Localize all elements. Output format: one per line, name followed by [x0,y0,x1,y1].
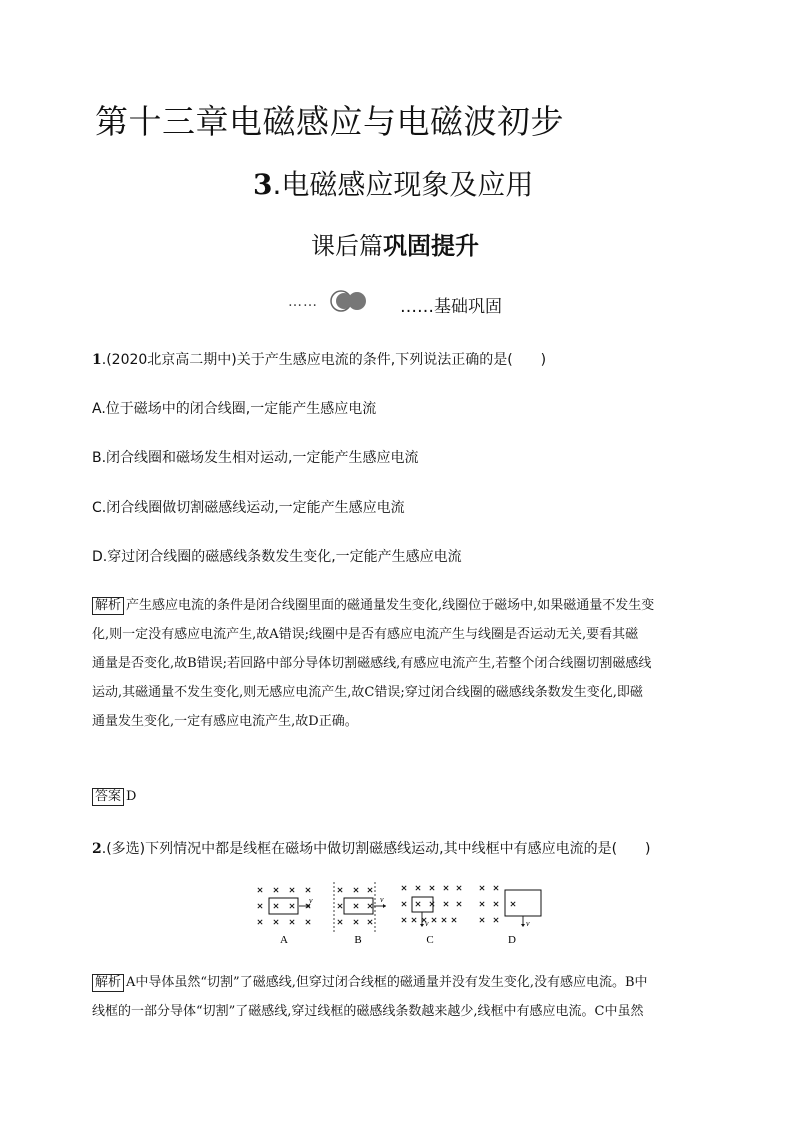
question-1-option-b: B.闭合线圈和磁场发生相对运动,一定能产生感应电流 [92,450,419,466]
figure-panel-b [334,882,386,932]
sub-heading-bold: 巩固提升 [383,232,479,260]
analysis-line: 化,则一定没有感应电流产生,故A错误;线圈中是否有感应电流产生与线圈是否运动无关,要看其磁 [92,627,639,642]
figure-label-a: A [280,934,288,946]
analysis-tag: 解析 [92,597,124,615]
question-1-analysis [92,591,704,736]
figure-panel-c [402,886,461,928]
figure-panel-d [480,886,541,928]
question-2-figure [252,880,552,950]
question-1-number: 1 [92,352,102,368]
question-2-text: .(多选)下列情况中都是线框在磁场中做切割磁感线运动,其中线框中有感应电流的是( ) [101,841,651,857]
divider-dots-left: …… [288,294,318,310]
section-title-text: .电磁感应现象及应用 [272,168,534,201]
answer-tag: 答案 [92,788,124,806]
section-number: 3 [253,168,273,201]
question-1-text: .(2020北京高二期中)关于产生感应电流的条件,下列说法正确的是( ) [101,352,547,368]
analysis-tag: 解析 [92,974,124,992]
analysis-line: 运动,其磁通量不发生变化,则无感应电流产生,故C错误;穿过闭合线圈的磁感线条数发生变化,即磁 [92,685,643,700]
analysis-line: 线框的一部分导体“切割”了磁感线,穿过线框的磁感线条数越来越少,线框中有感应电流。C中虽然 [92,1004,644,1019]
question-1-stem [92,349,546,369]
question-1-answer [92,788,136,806]
question-1-option-d: D.穿过闭合线圈的磁感线条数发生变化,一定能产生感应电流 [92,549,462,565]
section-title [253,163,533,203]
velocity-label: v [425,919,429,928]
level-label: ……基础巩固 [400,297,502,317]
question-2-stem [92,838,651,858]
question-1-option-a: A.位于磁场中的闭合线圈,一定能产生感应电流 [92,401,377,417]
velocity-label: v [526,919,530,928]
sub-heading-prefix: 课后篇 [311,232,383,260]
question-1-option-c: C.闭合线圈做切割磁感线运动,一定能产生感应电流 [92,500,405,516]
figure-label-c: C [426,934,434,946]
figure-panel-a [258,888,313,924]
chapter-title: 第十三章电磁感应与电磁波初步 [95,102,564,141]
analysis-line: 通量发生变化,一定有感应电流产生,故D正确。 [92,714,358,729]
figure-label-b: B [354,934,362,946]
answer-value: D [126,789,137,804]
velocity-label: v [309,896,313,905]
question-2-number: 2 [92,841,102,857]
analysis-line: 解析 产生感应电流的条件是闭合线圈里面的磁通量发生变化,线圈位于磁场中,如果磁通量不发生变 [92,591,704,620]
double-circle-icon [324,288,370,314]
figure-label-d: D [508,934,516,946]
analysis-line: 通量是否变化,故B错误;若回路中部分导体切割磁感线,有感应电流产生,若整个闭合线圈切割磁感线 [92,656,652,671]
question-2-analysis [92,968,704,1026]
analysis-line: 解析 A中导体虽然“切割”了磁感线,但穿过闭合线框的磁通量并没有发生变化,没有感应电流。B中 [92,968,704,997]
sub-heading [311,226,479,261]
velocity-label: v [380,895,384,904]
